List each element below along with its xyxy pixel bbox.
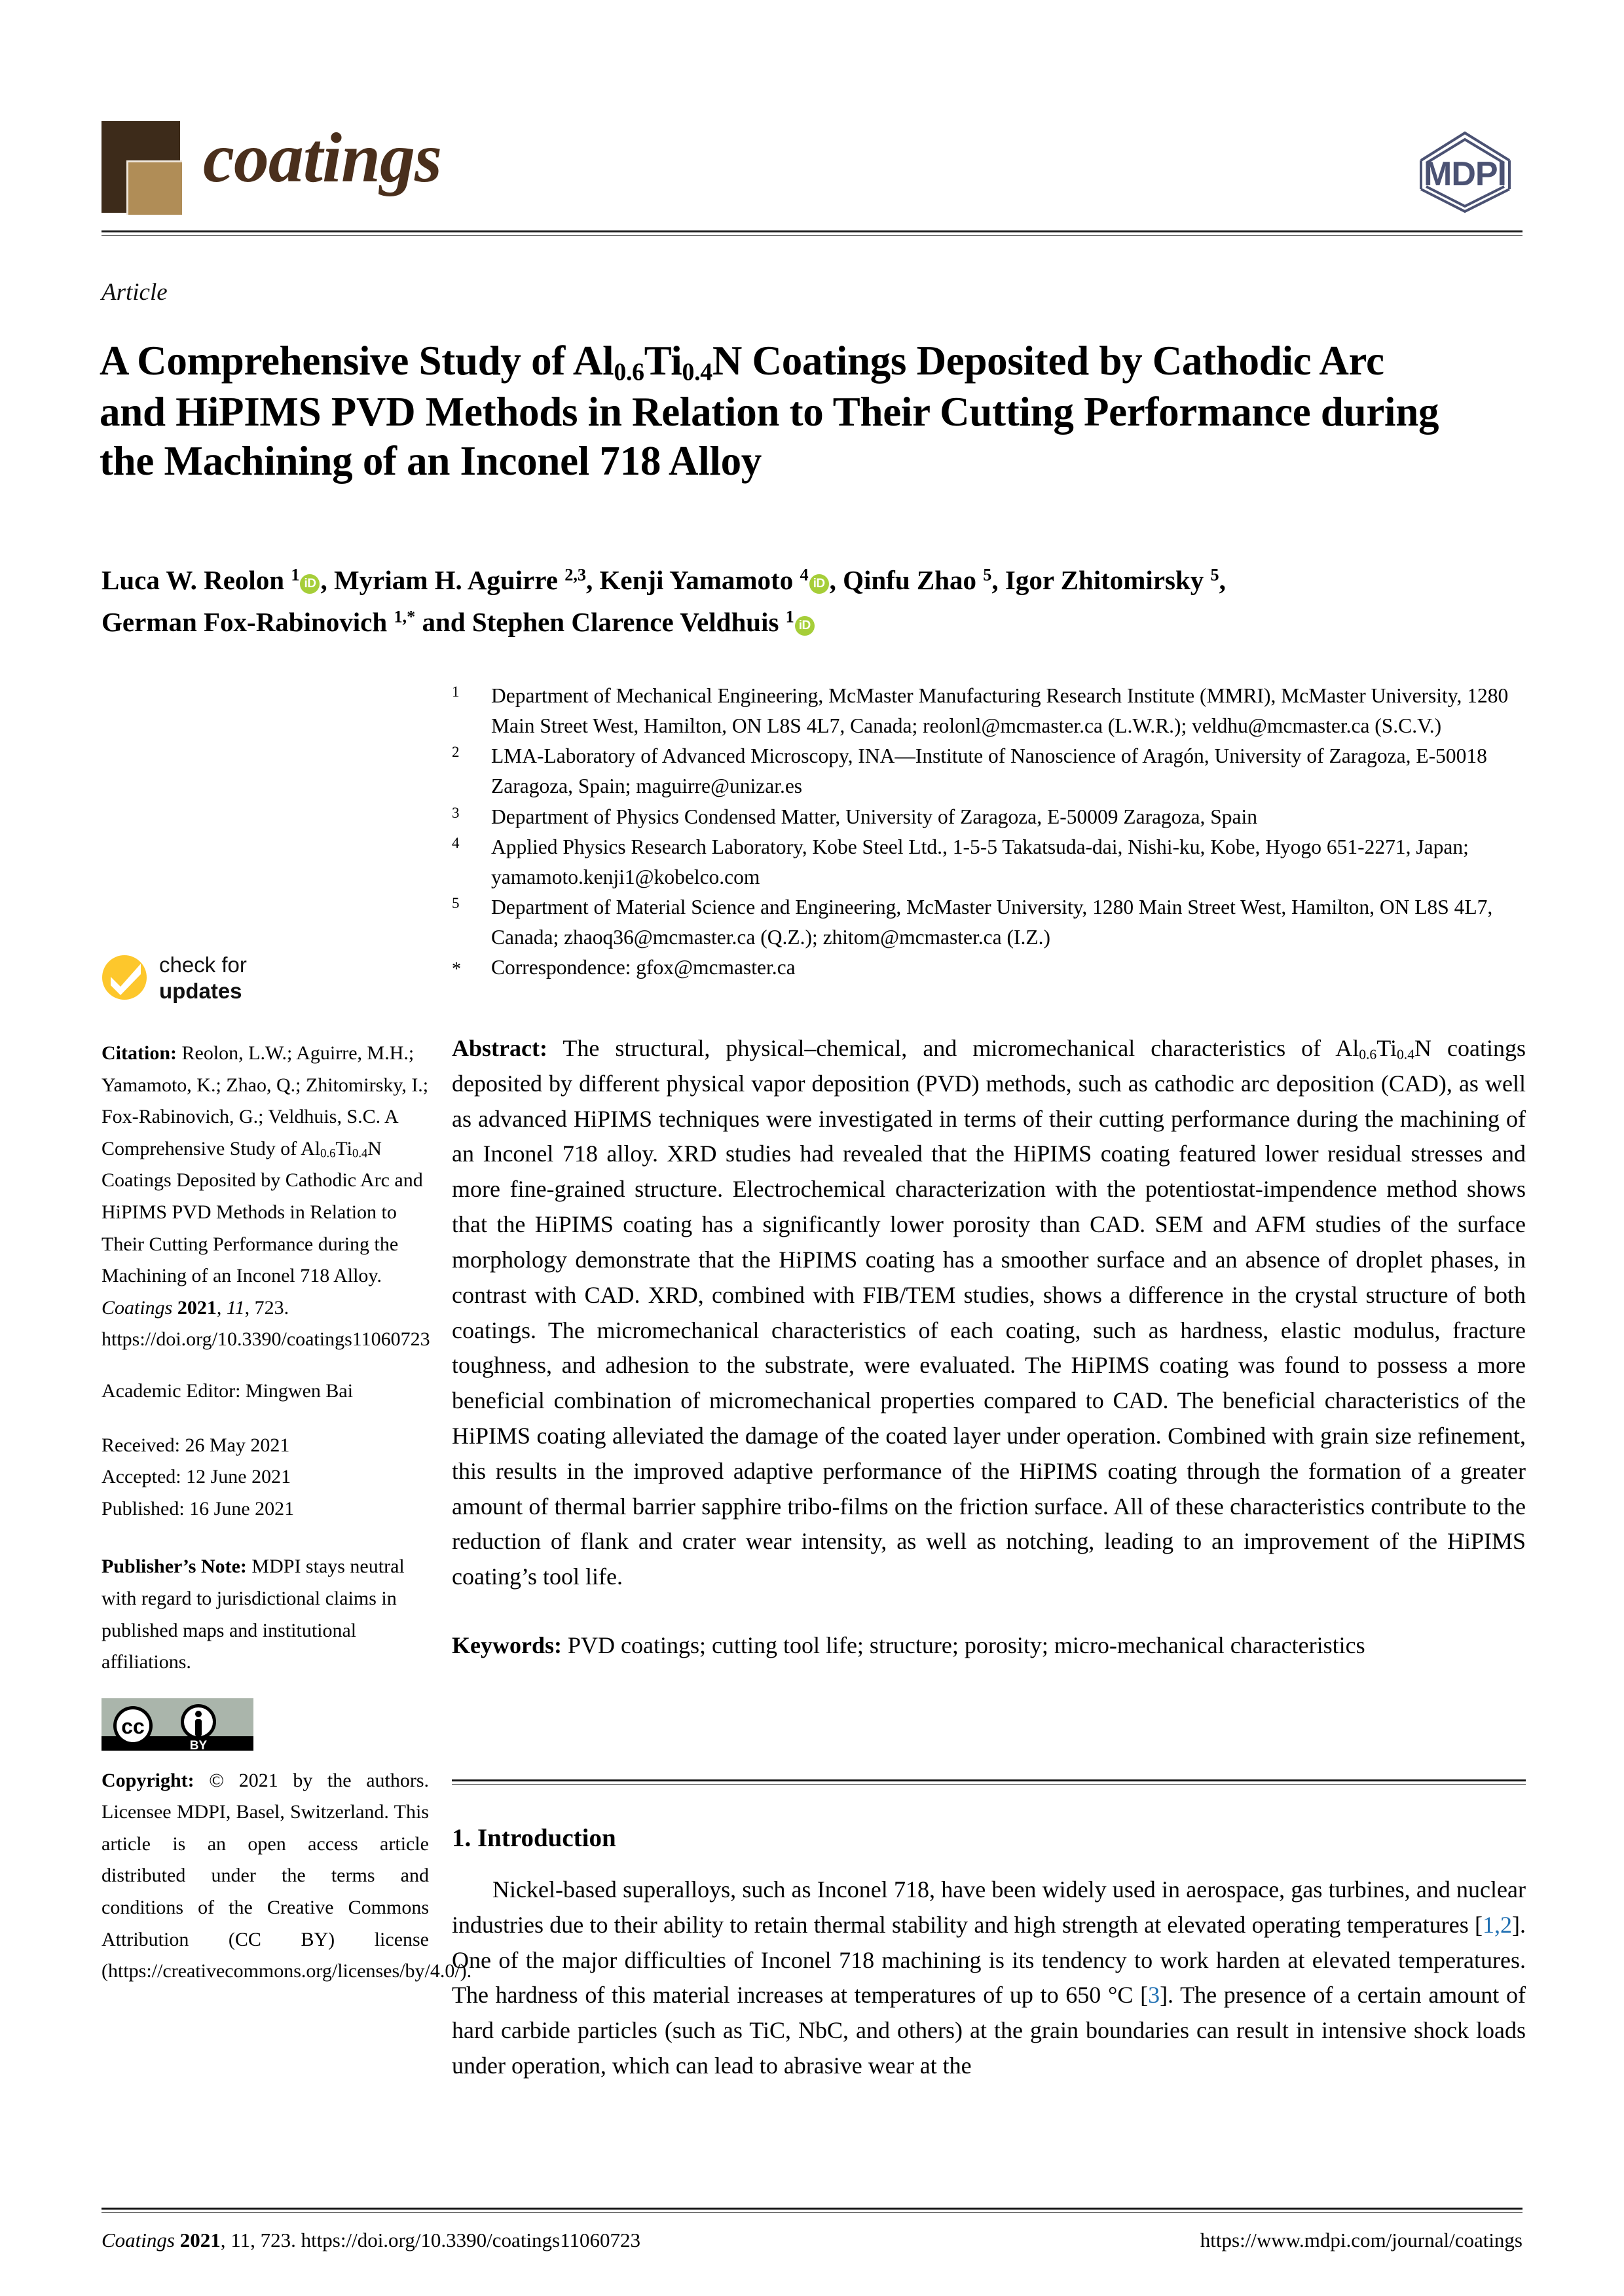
mdpi-logo-icon: [1408, 126, 1522, 218]
citation-volume: 11: [226, 1296, 245, 1319]
author-conjunction: and: [422, 606, 466, 637]
affiliation-list: [452, 681, 1526, 983]
affiliation-number: 5: [452, 894, 460, 911]
publisher-note-text: MDPI stays neutral with regard to jurisdictional claims in published maps and institutional affiliations.: [101, 1556, 405, 1673]
correspondence-marker: *: [452, 959, 461, 980]
article-type-label: Article: [101, 279, 168, 306]
affiliation-number: 1: [452, 683, 460, 700]
checkmark-icon: [101, 955, 147, 1000]
correspondence-text: Correspondence: gfox@mcmaster.ca: [491, 956, 796, 979]
orcid-icon[interactable]: iD: [300, 574, 320, 594]
author-name: German Fox-Rabinovich: [101, 606, 388, 637]
footer-journal: Coatings: [101, 2229, 175, 2251]
author-affil-marker: 1: [785, 606, 794, 626]
copyright-text: © 2021 by the authors. Licensee MDPI, Basel, Switzerland. This article is an open access article distributed under the terms and conditions of the Creative Commons Attribution (CC BY) license (https://creativecommons.org/licenses/by/4.0/).: [101, 1769, 472, 1982]
citation-ti: Ti: [335, 1137, 353, 1159]
copyright-label: Copyright:: [101, 1769, 194, 1791]
introduction-paragraph: [452, 1872, 1526, 2084]
title-part-3: N Coatings Deposited: [712, 338, 1089, 384]
header-divider: [101, 230, 1522, 232]
intro-text-b: ]. One of the major difficulties of Inconel 718 machining is its tendency to work harden at elevated temperatures. The hardness of this material increases at temperatures of up to 650 °C [: [452, 1911, 1526, 2009]
citation-article-number: 723.: [254, 1296, 289, 1319]
page-title: [100, 337, 1449, 486]
abstract-text-ti: Ti: [1376, 1035, 1397, 1061]
affiliation-number: 2: [452, 744, 460, 761]
author-affil-marker: 5: [1210, 565, 1219, 585]
received-date: Received: 26 May 2021: [101, 1434, 290, 1456]
section-divider: [452, 1779, 1526, 1781]
author-affil-marker: 2,3: [564, 565, 586, 585]
author-name: Qinfu Zhao: [843, 565, 977, 595]
main-column: [452, 1031, 1526, 1663]
author-name: Luca W. Reolon: [101, 565, 285, 595]
keywords-text: PVD coatings; cutting tool life; structure; porosity; micro-mechanical characteristics: [567, 1632, 1365, 1658]
citation-label: Citation:: [101, 1042, 177, 1064]
affiliation-item: [452, 892, 1526, 953]
citation-journal: Coatings: [101, 1296, 173, 1319]
affiliation-text: Applied Physics Research Laboratory, Kobe Steel Ltd., 1-5-5 Takatsuda-dai, Nishi-ku, Kobe, Hyogo 651-2271, Japan; yamamoto.kenji1@kobelco.com: [491, 835, 1469, 888]
title-part-1: A Comprehensive Study of Al: [100, 338, 614, 384]
footer-rest: , 11, 723. https://doi.org/10.3390/coatings11060723: [220, 2229, 640, 2251]
keywords-label: Keywords:: [452, 1632, 562, 1658]
abstract-text-a: The structural, physical–chemical, and micromechanical characteristics of Al: [563, 1035, 1359, 1061]
author-list: Luca W. Reolon $^1$ iD , Myriam H. Aguirre $^{2,3}$, Kenji Yamamoto $^4$ iD , Qinfu Zhao $^5$, Igor Zhitomirsky $^5$, German Fox-Rabinovich $^{1,*}$ and Stephen Clarence Veldhuis $^1$ iD: [101, 565, 1226, 637]
affiliation-text: LMA-Laboratory of Advanced Microscopy, INA—Institute of Nanoscience of Aragón, University of Zaragoza, E-50018 Zaragoza, Spain; maguirre@unizar.es: [491, 744, 1487, 798]
creative-commons-badge[interactable]: [101, 1698, 253, 1751]
title-part-5: Their Cutting Performance during the Machining of an: [100, 388, 1439, 484]
citation-reference-link[interactable]: 1,2: [1483, 1911, 1512, 1938]
intro-text-a: Nickel-based superalloys, such as Inconel 718, have been widely used in aerospace, gas turbines, and nuclear industries due to their ability to retain thermal stability and high strength at elevated operating temperatures [: [452, 1876, 1526, 1938]
abstract-text-b: N coatings deposited by different physical vapor deposition (PVD) methods, such as cathodic arc deposition (CAD), as well as advanced HiPIMS techniques were investigated in terms of their cutting performance during the machining of an Inconel 718 alloy. XRD studies had revealed that the HiPIMS coating featured lower residual stresses and more fine-grained structure. Electrochemical characterization with the potentiostat-impendence method shows that the HiPIMS coating has a significantly lower porosity than CAD. SEM and AFM studies of the surface morphology demonstrate that the HiPIMS coating has a smoother surface and an absence of droplet phases, in contrast with CAD. XRD, combined with FIB/TEM studies, shows a difference in the crystal structure of both coatings. The micromechanical characteristics of each coating, such as hardness, elastic modulus, fracture toughness, and adhesion to the substrate, were evaluated. The HiPIMS coating was found to possess a more beneficial combination of micromechanical properties compared to CAD. The beneficial characteristics of the HiPIMS coating alleviated the damage of the coated layer under operation. Combined with grain size refinement, this results in the improved adaptive performance of the HiPIMS coating through the formation of a greater amount of thermal barrier sapphire tribo-films on the friction surface. All of these characteristics contribute to the reduction of flank and crater wear intensity, as well as notching, leading to an improvement of the HiPIMS coating’s tool life.: [452, 1035, 1526, 1590]
citation-year: 2021: [177, 1296, 217, 1319]
citation-reference-link[interactable]: 3: [1148, 1982, 1160, 2009]
affiliation-text: Department of Mechanical Engineering, McMaster Manufacturing Research Institute (MMRI), McMaster University, 1280 Main Street West, Hamilton, ON L8S 4L7, Canada; reolonl@mcmaster.ca (L.W.R.); veldhu@mcmaster.ca (S.C.V.): [491, 684, 1509, 738]
section-divider-thin: [452, 1784, 1526, 1785]
affiliation-number: 3: [452, 804, 460, 821]
author-affil-marker: 5: [983, 565, 992, 585]
orcid-icon[interactable]: iD: [795, 616, 815, 636]
citation-authors-title: Reolon, L.W.; Aguirre, M.H.; Yamamoto, K.; Zhao, Q.; Zhitomirsky, I.; Fox-Rabinovich, G.; Veldhuis, S.C. A Comprehensive Study of Al: [101, 1042, 429, 1159]
coatings-logo-icon: [101, 121, 180, 213]
citation-block: Citation: Reolon, L.W.; Aguirre, M.H.; Yamamoto, K.; Zhao, Q.; Zhitomirsky, I.; Fox-Rabinovich, G.; Veldhuis, S.C. A Comprehensive Study of $Al_{0.6}Ti_{0.4}N$ Coatings Deposited by Cathodic Arc and HiPIMS PVD Methods in Relation to Their Cutting Performance during the Machining of an Inconel 718 Alloy. Coatings 2021, 11, 723. https://doi.org/10.3390/coatings11060723: [101, 1042, 430, 1351]
author-name: Stephen Clarence Veldhuis: [471, 606, 779, 637]
section-heading: 1. Introduction: [452, 1824, 616, 1852]
article-sidebar: [101, 953, 472, 2007]
abstract-label: Abstract:: [452, 1035, 547, 1061]
svg-text:BY: BY: [189, 1738, 208, 1751]
title-part-2: Ti: [644, 338, 682, 384]
author-affil-marker: 1: [291, 565, 300, 585]
abstract-sub-2: 0.4: [1396, 1046, 1414, 1063]
check-for-updates-line2: updates: [159, 979, 242, 1003]
footer-citation: [101, 2229, 640, 2252]
header-divider-thin: [101, 235, 1522, 236]
correspondence-item: [452, 953, 1526, 983]
orcid-icon[interactable]: iD: [809, 574, 829, 594]
check-for-updates-badge[interactable]: [101, 953, 409, 1008]
author-affil-marker: 1,*: [394, 606, 416, 626]
svg-text:cc: cc: [121, 1714, 145, 1738]
citation-doi-link[interactable]: https://doi.org/10.3390/coatings11060723: [101, 1328, 430, 1351]
citation-title-rest: N Coatings Deposited by Cathodic Arc and HiPIMS PVD Methods in Relation to Their Cutting Performance during the Machining of an Inconel 718 Alloy.: [101, 1137, 423, 1287]
title-part-4: by Cathodic Arc and HiPIMS PVD Methods in Relation to: [100, 338, 1384, 435]
affiliation-item: [452, 802, 1526, 832]
affiliation-text: Department of Material Science and Engineering, McMaster University, 1280 Main Street West, Hamilton, ON L8S 4L7, Canada; zhaoq36@mcmaster.ca (Q.Z.); zhitom@mcmaster.ca (I.Z.): [491, 895, 1493, 949]
title-sub-2: 0.4: [682, 358, 712, 386]
intro-text-c: ]. The presence of a certain amount of hard carbide particles (such as TiC, NbC, and others) at the grain boundaries can result in intensive shock loads under operation, which can lead to abrasive wear at the: [452, 1982, 1526, 2079]
affiliation-item: [452, 681, 1526, 741]
affiliation-text: Department of Physics Condensed Matter, University of Zaragoza, E-50009 Zaragoza, Spain: [491, 805, 1258, 828]
abstract-sub-1: 0.6: [1359, 1046, 1377, 1063]
accepted-date: Accepted: 12 June 2021: [101, 1466, 291, 1488]
copyright-block: [101, 1765, 472, 1988]
footer-divider-thin: [101, 2212, 1522, 2213]
citation-sub-2: 0.4: [352, 1146, 368, 1161]
title-sub-1: 0.6: [614, 358, 644, 386]
author-name: Myriam H. Aguirre: [333, 565, 558, 595]
affiliation-number: 4: [452, 834, 460, 851]
keywords-block: [452, 1628, 1526, 1663]
check-for-updates-line1: check for: [159, 953, 247, 977]
svg-text:MDPI: MDPI: [1424, 155, 1506, 193]
affiliation-item: [452, 832, 1526, 892]
author-affil-marker: 4: [800, 565, 809, 585]
citation-sub-1: 0.6: [320, 1146, 336, 1161]
abstract-block: [452, 1031, 1526, 1595]
published-date: Published: 16 June 2021: [101, 1497, 295, 1520]
academic-editor: Academic Editor: Mingwen Bai: [101, 1379, 354, 1402]
author-name: Igor Zhitomirsky: [1005, 565, 1204, 595]
footer-journal-url[interactable]: https://www.mdpi.com/journal/coatings: [1200, 2229, 1522, 2251]
author-name: Kenji Yamamoto: [599, 565, 794, 595]
footer-year: 2021: [179, 2229, 221, 2251]
journal-masthead: [101, 121, 1522, 229]
affiliation-item: [452, 741, 1526, 801]
publisher-note-label: Publisher’s Note:: [101, 1556, 247, 1578]
footer-divider: [101, 2208, 1522, 2210]
journal-name: coatings: [203, 119, 442, 197]
publisher-note: [101, 1551, 429, 1678]
title-part-6: Inconel 718 Alloy: [460, 438, 762, 484]
